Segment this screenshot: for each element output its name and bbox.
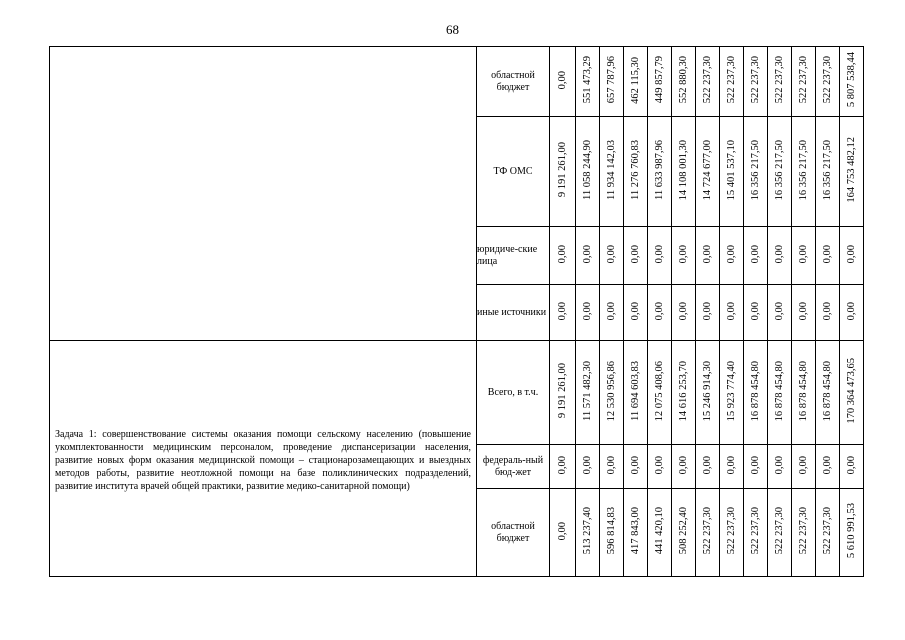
- amount-value: 0,00: [773, 455, 785, 475]
- amount-value: 0,00: [797, 244, 809, 264]
- amount-cell: [600, 227, 624, 285]
- amount-cell: [744, 227, 768, 285]
- amount-cell: [816, 285, 840, 341]
- amount-cell: [792, 489, 816, 577]
- amount-cell: [672, 445, 696, 489]
- amount-cell: [576, 117, 600, 227]
- amount-value: 0,00: [845, 244, 857, 264]
- amount-cell: [624, 285, 648, 341]
- page-number: 68: [446, 22, 459, 37]
- amount-value: 0,00: [821, 301, 833, 321]
- amount-value: 0,00: [725, 301, 737, 321]
- amount-value: 0,00: [581, 455, 593, 475]
- amount-cell: [550, 227, 576, 285]
- funding-source-label: юридиче-ские лица: [477, 243, 538, 267]
- amount-cell: [672, 47, 696, 117]
- amount-value: 16 878 454,80: [749, 360, 761, 422]
- amount-value: 0,00: [556, 521, 568, 541]
- amount-cell: [696, 285, 720, 341]
- amount-cell: [744, 341, 768, 445]
- amount-value: 11 633 987,96: [653, 140, 665, 200]
- amount-value: 0,00: [797, 301, 809, 321]
- amount-cell: [696, 445, 720, 489]
- amount-value: 0,00: [581, 301, 593, 321]
- amount-cell: [624, 341, 648, 445]
- funding-source-cell: [477, 285, 550, 341]
- amount-cell: [792, 47, 816, 117]
- amount-cell: [696, 227, 720, 285]
- amount-cell: [550, 47, 576, 117]
- amount-cell: [600, 117, 624, 227]
- amount-value: 16 356 217,50: [773, 139, 785, 201]
- amount-value: 0,00: [629, 301, 641, 321]
- amount-cell: [792, 117, 816, 227]
- amount-cell: [744, 445, 768, 489]
- amount-value: 0,00: [556, 301, 568, 321]
- amount-cell: [624, 227, 648, 285]
- amount-cell: [768, 445, 792, 489]
- amount-cell: [840, 227, 864, 285]
- amount-value: 14 616 253,70: [677, 360, 689, 422]
- amount-cell: [550, 117, 576, 227]
- amount-value: 16 356 217,50: [749, 139, 761, 201]
- amount-value: 0,00: [725, 455, 737, 475]
- amount-value: 0,00: [605, 455, 617, 475]
- amount-cell: [840, 341, 864, 445]
- amount-cell: [720, 285, 744, 341]
- funding-source-label: областной бюджет: [491, 69, 535, 93]
- amount-cell: [648, 117, 672, 227]
- table-body: [50, 47, 864, 577]
- amount-cell: [624, 117, 648, 227]
- amount-value: 12 075 408,06: [653, 360, 665, 422]
- amount-value: 522 237,30: [797, 507, 809, 555]
- amount-value: 0,00: [677, 244, 689, 264]
- amount-cell: [840, 47, 864, 117]
- funding-source-label: иные источники: [477, 306, 547, 318]
- funding-source-cell: [477, 117, 550, 227]
- amount-value: 513 237,40: [581, 507, 593, 555]
- amount-value: 0,00: [725, 244, 737, 264]
- amount-value: 0,00: [677, 301, 689, 321]
- amount-value: 0,00: [821, 244, 833, 264]
- amount-cell: [720, 445, 744, 489]
- amount-cell: [792, 341, 816, 445]
- amount-cell: [816, 341, 840, 445]
- amount-cell: [792, 285, 816, 341]
- amount-cell: [840, 117, 864, 227]
- amount-cell: [600, 445, 624, 489]
- amount-cell: [840, 285, 864, 341]
- amount-value: 0,00: [701, 301, 713, 321]
- amount-value: 0,00: [749, 301, 761, 321]
- amount-value: 11 571 482,30: [581, 361, 593, 421]
- amount-cell: [648, 285, 672, 341]
- amount-cell: [720, 341, 744, 445]
- amount-value: 15 401 537,10: [725, 139, 737, 201]
- amount-value: 417 843,00: [629, 507, 641, 555]
- amount-value: 16 878 454,80: [821, 360, 833, 422]
- amount-cell: [550, 285, 576, 341]
- amount-cell: [600, 285, 624, 341]
- task-description: Задача 1: совершенствование системы оказания помощи сельскому населению (повышение укомплектованности медицинским персоналом, проведение диспансеризации населения, развитие новых форм оказания медицинской помощи – стационарозамещающих и выездных методов работы, развитие неотложной помощи на базе поликлинических подразделений, развитие института врачей общей практики, развитие медико-санитарной помощи): [55, 428, 471, 492]
- amount-cell: [696, 47, 720, 117]
- amount-value: 522 237,30: [725, 507, 737, 555]
- amount-value: 11 934 142,03: [605, 140, 617, 200]
- amount-cell: [648, 227, 672, 285]
- amount-value: 0,00: [701, 244, 713, 264]
- amount-cell: [696, 341, 720, 445]
- amount-cell: [720, 489, 744, 577]
- amount-value: 0,00: [773, 244, 785, 264]
- amount-value: 11 276 760,83: [629, 140, 641, 200]
- amount-value: 15 246 914,30: [701, 360, 713, 422]
- amount-value: 522 237,30: [821, 56, 833, 104]
- funding-source-cell: [477, 489, 550, 577]
- amount-value: 0,00: [653, 244, 665, 264]
- amount-cell: [720, 227, 744, 285]
- amount-cell: [648, 47, 672, 117]
- amount-value: 522 237,30: [701, 56, 713, 104]
- amount-value: 164 753 482,12: [845, 137, 857, 203]
- funding-source-label: Всего, в т.ч.: [487, 386, 539, 398]
- amount-cell: [550, 489, 576, 577]
- amount-cell: [600, 489, 624, 577]
- amount-value: 0,00: [821, 455, 833, 475]
- amount-value: 9 191 261,00: [556, 363, 568, 419]
- amount-cell: [744, 47, 768, 117]
- amount-cell: [576, 341, 600, 445]
- amount-value: 11 694 603,83: [629, 361, 641, 421]
- amount-value: 9 191 261,00: [556, 142, 568, 198]
- amount-value: 441 420,10: [653, 507, 665, 555]
- amount-cell: [720, 117, 744, 227]
- amount-cell: [768, 489, 792, 577]
- amount-cell: [672, 285, 696, 341]
- amount-cell: [744, 285, 768, 341]
- amount-value: 0,00: [605, 301, 617, 321]
- table-row: [50, 47, 864, 117]
- amount-value: 0,00: [845, 455, 857, 475]
- amount-cell: [624, 47, 648, 117]
- amount-value: 0,00: [653, 455, 665, 475]
- amount-cell: [816, 117, 840, 227]
- amount-value: 0,00: [581, 244, 593, 264]
- amount-value: 14 108 001,30: [677, 139, 689, 201]
- amount-value: 449 857,79: [653, 56, 665, 104]
- amount-cell: [768, 47, 792, 117]
- amount-cell: [550, 341, 576, 445]
- amount-value: 508 252,40: [677, 507, 689, 555]
- amount-cell: [648, 341, 672, 445]
- funding-source-cell: [477, 47, 550, 117]
- funding-source-cell: [477, 227, 550, 285]
- amount-cell: [768, 285, 792, 341]
- amount-value: 551 473,29: [581, 56, 593, 104]
- amount-cell: [672, 341, 696, 445]
- amount-value: 522 237,30: [773, 56, 785, 104]
- amount-cell: [792, 227, 816, 285]
- amount-value: 522 237,30: [701, 507, 713, 555]
- amount-cell: [816, 445, 840, 489]
- amount-cell: [672, 117, 696, 227]
- amount-value: 16 878 454,80: [797, 360, 809, 422]
- amount-cell: [576, 47, 600, 117]
- funding-source-label: ТФ ОМС: [493, 165, 533, 177]
- amount-value: 0,00: [701, 455, 713, 475]
- amount-cell: [768, 117, 792, 227]
- amount-value: 5 610 991,53: [845, 503, 857, 559]
- amount-cell: [672, 227, 696, 285]
- amount-value: 0,00: [556, 455, 568, 475]
- amount-cell: [816, 227, 840, 285]
- task-description-cell: [50, 341, 477, 577]
- amount-value: 15 923 774,40: [725, 360, 737, 422]
- amount-value: 552 880,30: [677, 56, 689, 104]
- amount-cell: [768, 227, 792, 285]
- amount-value: 522 237,30: [773, 507, 785, 555]
- amount-value: 0,00: [677, 455, 689, 475]
- amount-value: 14 724 677,00: [701, 139, 713, 201]
- funding-source-cell: [477, 445, 550, 489]
- amount-cell: [576, 285, 600, 341]
- amount-cell: [696, 117, 720, 227]
- amount-value: 0,00: [845, 301, 857, 321]
- amount-cell: [720, 47, 744, 117]
- amount-cell: [576, 227, 600, 285]
- amount-value: 0,00: [556, 70, 568, 90]
- amount-cell: [672, 489, 696, 577]
- amount-cell: [696, 489, 720, 577]
- amount-cell: [624, 489, 648, 577]
- amount-value: 0,00: [773, 301, 785, 321]
- amount-value: 0,00: [797, 455, 809, 475]
- amount-value: 0,00: [749, 455, 761, 475]
- amount-value: 5 807 538,44: [845, 52, 857, 108]
- amount-cell: [816, 489, 840, 577]
- amount-value: 0,00: [749, 244, 761, 264]
- amount-value: 0,00: [556, 244, 568, 264]
- amount-cell: [624, 445, 648, 489]
- amount-cell: [816, 47, 840, 117]
- amount-cell: [792, 445, 816, 489]
- amount-value: 16 356 217,50: [797, 139, 809, 201]
- amount-value: 522 237,30: [797, 56, 809, 104]
- amount-cell: [768, 341, 792, 445]
- amount-value: 0,00: [605, 244, 617, 264]
- funding-source-label: федераль-ный бюд-жет: [482, 454, 544, 478]
- funding-source-label: областной бюджет: [491, 520, 535, 544]
- funding-source-cell: [477, 341, 550, 445]
- amount-cell: [840, 489, 864, 577]
- amount-value: 462 115,30: [629, 56, 641, 104]
- amount-value: 16 878 454,80: [773, 360, 785, 422]
- empty-description-cell: [50, 47, 477, 341]
- amount-value: 522 237,30: [749, 56, 761, 104]
- table-row: [50, 341, 864, 445]
- amount-value: 11 058 244,90: [581, 140, 593, 200]
- amount-value: 522 237,30: [749, 507, 761, 555]
- amount-value: 522 237,30: [821, 507, 833, 555]
- amount-value: 0,00: [629, 455, 641, 475]
- amount-value: 170 364 473,65: [845, 358, 857, 424]
- amount-value: 522 237,30: [725, 56, 737, 104]
- amount-value: 0,00: [629, 244, 641, 264]
- funding-table: [49, 46, 864, 577]
- amount-value: 657 787,96: [605, 56, 617, 104]
- amount-value: 12 530 956,86: [605, 360, 617, 422]
- amount-cell: [600, 341, 624, 445]
- amount-value: 0,00: [653, 301, 665, 321]
- amount-cell: [744, 117, 768, 227]
- amount-cell: [550, 445, 576, 489]
- amount-value: 596 814,83: [605, 507, 617, 555]
- amount-cell: [576, 489, 600, 577]
- amount-value: 16 356 217,50: [821, 139, 833, 201]
- amount-cell: [576, 445, 600, 489]
- amount-cell: [840, 445, 864, 489]
- amount-cell: [600, 47, 624, 117]
- amount-cell: [648, 489, 672, 577]
- amount-cell: [744, 489, 768, 577]
- amount-cell: [648, 445, 672, 489]
